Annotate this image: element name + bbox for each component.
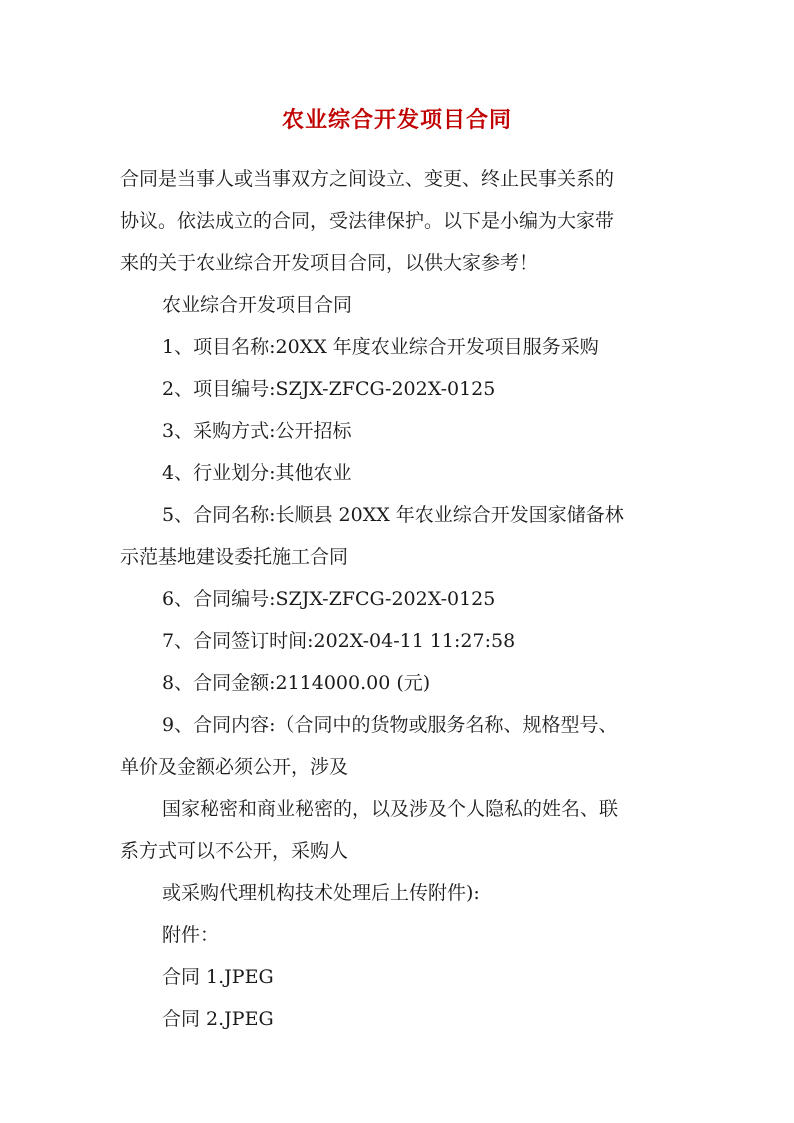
item-project-name: 1、项目名称:20XX 年度农业综合开发项目服务采购 [162, 336, 599, 358]
intro-line-1: 合同是当事人或当事双方之间设立、变更、终止民事关系的 [120, 168, 615, 190]
intro-line-3: 来的关于农业综合开发项目合同，以供大家参考！ [120, 252, 539, 274]
item-signing-time: 7、合同签订时间:202X-04-11 11:27:58 [162, 630, 516, 652]
item-contract-content-line-4: 系方式可以不公开，采购人 [120, 840, 349, 862]
contract-subtitle: 农业综合开发项目合同 [162, 294, 353, 316]
attachment-file-2: 合同 2.JPEG [162, 1008, 274, 1030]
item-contract-name-line-2: 示范基地建设委托施工合同 [120, 546, 349, 568]
item-contract-content-line-1: 9、合同内容:（合同中的货物或服务名称、规格型号、 [162, 714, 618, 736]
item-project-number: 2、项目编号:SZJX-ZFCG-202X-0125 [162, 378, 496, 400]
item-contract-content-line-3: 国家秘密和商业秘密的，以及涉及个人隐私的姓名、联 [162, 798, 619, 820]
item-contract-number: 6、合同编号:SZJX-ZFCG-202X-0125 [162, 588, 496, 610]
intro-line-2: 协议。依法成立的合同，受法律保护。以下是小编为大家带 [120, 210, 615, 232]
document-title: 农业综合开发项目合同 [281, 107, 512, 133]
item-industry: 4、行业划分:其他农业 [162, 462, 352, 484]
attachment-file-1: 合同 1.JPEG [162, 966, 274, 988]
item-contract-amount: 8、合同金额:2114000.00 (元) [162, 672, 431, 694]
item-contract-content-line-5: 或采购代理机构技术处理后上传附件): [162, 882, 480, 904]
item-contract-name-line-1: 5、合同名称:长顺县 20XX 年农业综合开发国家储备林 [162, 504, 624, 526]
attachments-label: 附件： [162, 924, 220, 946]
item-contract-content-line-2: 单价及金额必须公开，涉及 [120, 756, 349, 778]
item-procurement-method: 3、采购方式:公开招标 [162, 420, 352, 442]
